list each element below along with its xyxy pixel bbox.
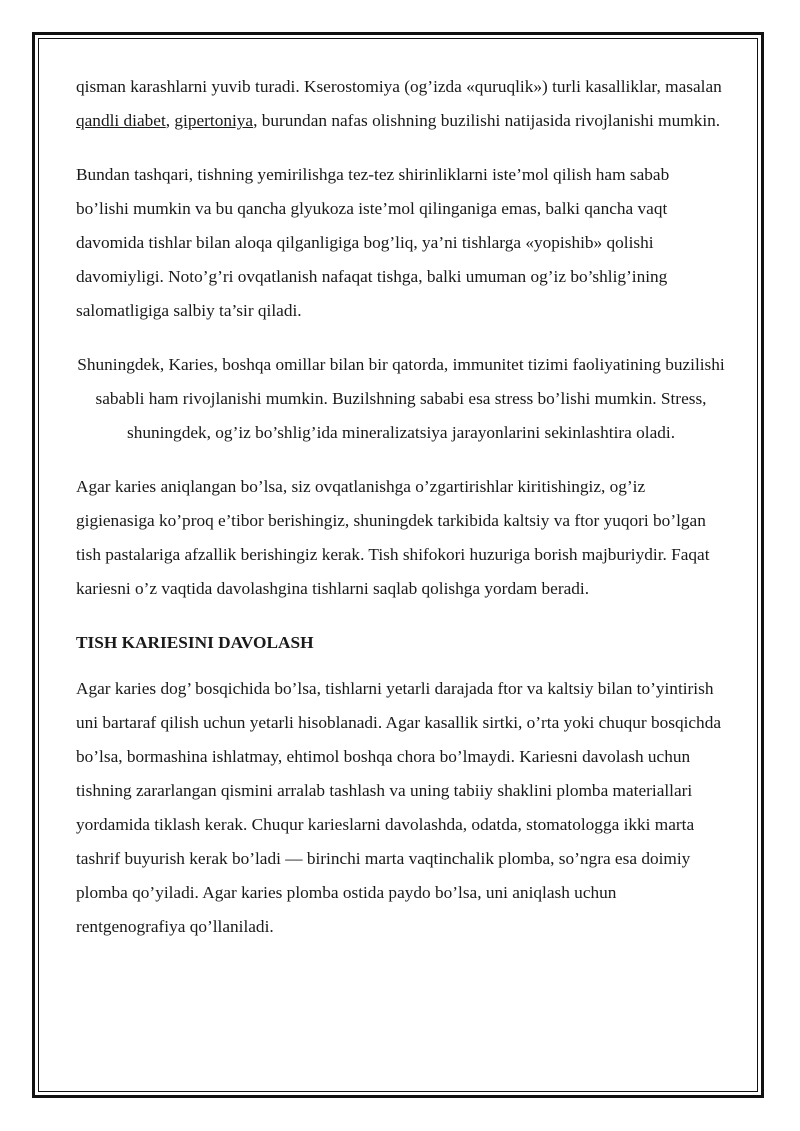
paragraph-1 bbox=[76, 70, 726, 138]
section-heading: TISH KARIESINI DAVOLASH bbox=[76, 633, 314, 652]
paragraph-1-text-end: , burundan nafas olishning buzilishi natijasida rivojlanishi mumkin. bbox=[253, 111, 721, 130]
paragraph-4: Agar karies aniqlangan bo’lsa, siz ovqatlanishga o’zgartirishlar kiritishingiz, og’iz gigienasiga ko’proq e’tibor berishingiz, shuningdek tarkibida kaltsiy va ftor yuqori bo’lgan tish pastalariga afzallik berishingiz kerak. Tish shifokori huzuriga borish majburiydir. Faqat kariesni o’z vaqtida davolashgina tishlarni saqlab qolishga yordam beradi. bbox=[76, 477, 710, 598]
link-qandli-diabet[interactable]: qandli diabet bbox=[76, 111, 166, 130]
paragraph-1-text-start: qisman karashlarni yuvib turadi. Kserostomiya (og’izda «quruqlik») turli kasalliklar, masalan bbox=[76, 77, 722, 96]
document-body bbox=[76, 70, 726, 944]
paragraph-5: Agar karies dog’ bosqichida bo’lsa, tishlarni yetarli darajada ftor va kaltsiy bilan to’yintirish uni bartaraf qilish uchun yetarli hisoblanadi. Agar kasallik sirtki, o’rta yoki chuqur bosqichda bo’lsa, bormashina ishlatmay, ehtimol boshqa chora bo’lmaydi. Kariesni davolash uchun tishning zararlangan qismini arralab tashlash va uning tabiiy shaklini plomba materiallari yordamida tiklash kerak. Chuqur karieslarni davolashda, odatda, stomatologga ikki marta tashrif buyurish kerak bo’ladi — birinchi marta vaqtinchalik plomba, so’ngra esa doimiy plomba qo’yiladi. Agar karies plomba ostida paydo bo’lsa, uni aniqlash uchun rentgenografiya qo’llaniladi. bbox=[76, 679, 722, 936]
paragraph-3: Shuningdek, Karies, boshqa omillar bilan bir qatorda, immunitet tizimi faoliyatining buzilishi sababli ham rivojlanishi mumkin. Buzilshning sababi esa stress bo’lishi mumkin. Stress, shuningdek, og’iz bo’shlig’ida mineralizatsiya jarayonlarini sekinlashtira oladi. bbox=[77, 355, 725, 442]
paragraph-2: Bundan tashqari, tishning yemirilishga tez-tez shirinliklarni iste’mol qilish ham sabab bo’lishi mumkin va bu qancha glyukoza iste’mol qilinganiga emas, balki qancha vaqt davomida tishlar bilan aloqa qilganligiga bog’liq, ya’ni tishlarga «yopishib» qolishi davomiyligi. Noto’g’ri ovqatlanish nafaqat tishga, balki umuman og’iz bo’shlig’ining salomatligiga salbiy ta’sir qiladi. bbox=[76, 165, 670, 320]
paragraph-1-separator: , bbox=[165, 111, 175, 130]
link-gipertoniya[interactable]: gipertoniya bbox=[174, 111, 254, 130]
